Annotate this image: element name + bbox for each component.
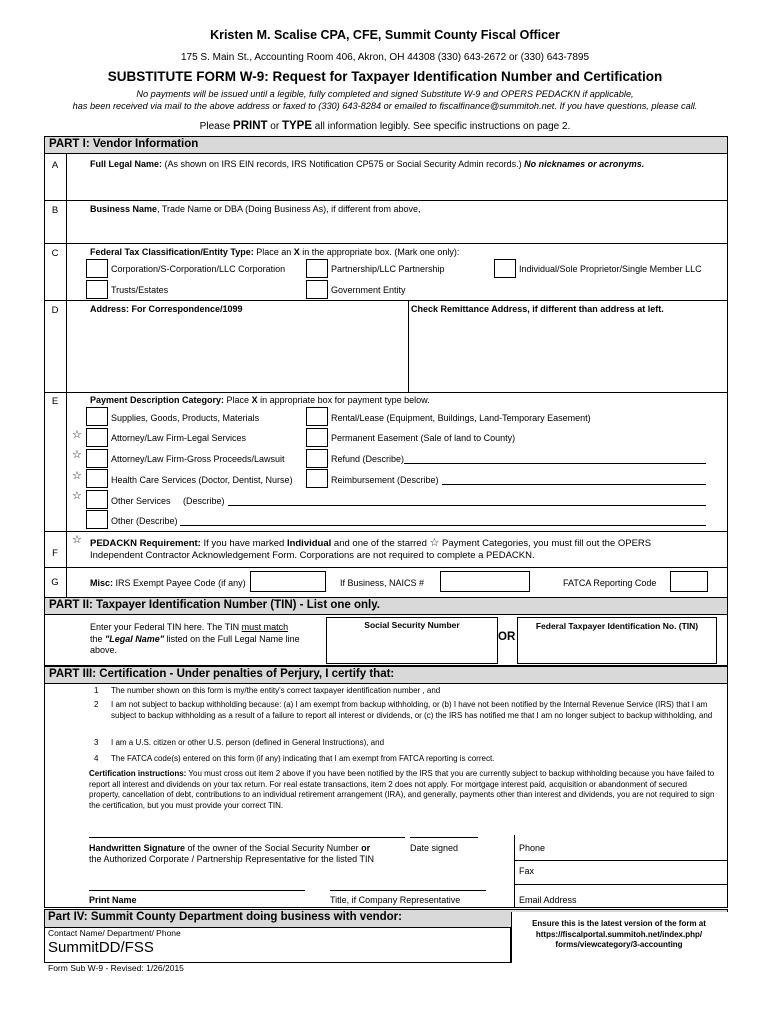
star-icon: ☆	[72, 429, 82, 441]
full-legal-name-field[interactable]	[90, 170, 720, 198]
contact-divider	[514, 835, 515, 908]
fatca-label: FATCA Reporting Code	[563, 578, 657, 588]
full-legal-name-label: Full Legal Name: (As shown on IRS EIN records, IRS Notification CP575 or Social Security Admin records.) No nicknames or acronyms.	[90, 159, 645, 169]
option-rental-label: Rental/Lease (Equipment, Buildings, Land-Temporary Easement)	[331, 413, 591, 423]
row-b-letter: B	[51, 205, 59, 216]
office-address: 175 S. Main St., Accounting Room 406, Akron, OH 44308 (330) 643-2672 or (330) 643-7895	[180, 52, 590, 63]
signature-field[interactable]	[89, 837, 405, 838]
row-divider	[44, 243, 728, 244]
title-label: Title, if Company Representative	[330, 895, 461, 905]
version-notice: Ensure this is the latest version of the form at https://fiscalportal.summitoh.net/index.php/ forms/viewcategory/3-accounting	[532, 919, 706, 949]
form-revision: Form Sub W-9 - Revised: 1/26/2015	[48, 963, 184, 973]
print-instruction: Please PRINT or TYPE all information legibly. See specific instructions on page 2.	[199, 120, 571, 132]
row-c-letter: C	[51, 248, 59, 259]
pedackn-requirement: PEDACKN Requirement: If you have marked Individual and one of the starred ☆ Payment Categories, you must fill out the OPERS Independent Contractor Acknowledgement Form. Corporations are not required to complete a PEDACKN.	[90, 537, 652, 561]
star-icon: ☆	[72, 449, 82, 461]
letter-column-divider	[66, 153, 67, 599]
row-e-letter: E	[51, 396, 59, 407]
reimbursement-describe-field[interactable]	[442, 484, 706, 485]
row-divider	[44, 392, 728, 393]
option-partnership-label: Partnership/LLC Partnership	[331, 264, 445, 274]
checkbox-health-care[interactable]	[86, 469, 108, 488]
fatca-code-field[interactable]	[670, 571, 708, 592]
part1-title: PART I: Vendor Information	[44, 136, 728, 154]
cert-item-text: The number shown on this form is my/the entity's correct taxpayer identification number , and	[111, 686, 441, 695]
remittance-address-field[interactable]	[411, 316, 725, 388]
cert-item-text: I am not subject to backup withholding because: (a) I am exempt from backup withholding, or (b) I have not been notified by the Internal Revenue Service (IRS) that I am subject to backup withholding as a result of a failure to report all interest or dividends, or (c) the IRS has notified me that I am no longer subject to backup withholding, and	[111, 700, 713, 720]
correspondence-address-field[interactable]	[90, 316, 406, 388]
address-divider	[408, 300, 409, 392]
contact-row-divider	[514, 860, 728, 861]
email-label: Email Address	[519, 895, 577, 905]
option-health-care-label: Health Care Services (Doctor, Dentist, Nurse)	[111, 475, 293, 485]
naics-field[interactable]	[440, 571, 530, 592]
row-a-letter: A	[51, 160, 59, 171]
star-icon: ☆	[72, 470, 82, 482]
part2-title: PART II: Taxpayer Identification Number (TIN) - List one only.	[44, 597, 728, 615]
remittance-address-label: Check Remittance Address, if different than address at left.	[411, 304, 664, 314]
cert-item-text: I am a U.S. citizen or other U.S. person (defined in General Instructions), and	[111, 738, 385, 747]
phone-field[interactable]	[560, 842, 720, 858]
cert-item-text: The FATCA code(s) entered on this form (if any) indicating that I am exempt from FATCA reporting is correct.	[111, 754, 495, 763]
row-divider	[44, 300, 728, 301]
checkbox-partnership[interactable]	[306, 259, 328, 278]
fein-label: Federal Taxpayer Identification No. (TIN)	[535, 621, 699, 631]
contact-label: Contact Name/ Department/ Phone	[48, 928, 181, 938]
certification-instructions: Certification instructions: You must cross out item 2 above if you have been notified by the IRS that you are currently subject to backup withholding because you have failed to report all interest and dividends on your tax return. For real estate transactions, item 2 does not apply. For mortgage interest paid, acquisition or abandonment of secured property, cancellation of debt, contributions to an individual retirement arrangement (IRA), and generally, payments other than interest and dividends, you are not required to sign the certification, but you must provide your correct TIN.	[89, 769, 715, 810]
option-refund-label: Refund (Describe)	[331, 454, 405, 464]
star-icon: ☆	[72, 490, 82, 502]
row-divider	[44, 531, 728, 532]
option-attorney-proceeds-label: Attorney/Law Firm-Gross Proceeds/Lawsuit	[111, 454, 285, 464]
row-d-letter: D	[51, 305, 59, 316]
checkbox-individual[interactable]	[494, 259, 516, 278]
payment-category-label: Payment Description Category: Place X in appropriate box for payment type below.	[90, 395, 430, 405]
checkbox-refund[interactable]	[306, 449, 328, 468]
checkbox-trusts[interactable]	[86, 280, 108, 299]
business-name-label: Business Name, Trade Name or DBA (Doing Business As), if different from above,	[90, 204, 421, 214]
checkbox-reimbursement[interactable]	[306, 469, 328, 488]
signature-label: Handwritten Signature of the owner of the Social Security Number or the Authorized Corporate / Partnership Representative for the listed TIN	[89, 843, 374, 864]
star-icon: ☆	[72, 534, 82, 546]
star-icon: ☆	[429, 537, 440, 549]
checkbox-easement[interactable]	[306, 428, 328, 447]
contact-value[interactable]: SummitDD/FSS	[48, 939, 154, 956]
ssn-label: Social Security Number	[364, 620, 460, 630]
date-signed-label: Date signed	[410, 843, 459, 853]
option-other-services-label: Other Services (Describe)	[111, 496, 225, 506]
title-field[interactable]	[330, 890, 486, 891]
checkbox-rental[interactable]	[306, 407, 328, 426]
part4-title: Part IV: Summit County Department doing business with vendor:	[48, 911, 402, 923]
checkbox-attorney-proceeds[interactable]	[86, 449, 108, 468]
print-name-field[interactable]	[89, 890, 305, 891]
other-services-describe-field[interactable]	[228, 505, 706, 506]
correspondence-address-label: Address: For Correspondence/1099	[90, 304, 243, 314]
option-other-label: Other (Describe)	[111, 516, 178, 526]
cert-item-number: 4	[94, 754, 99, 763]
tax-classification-label: Federal Tax Classification/Entity Type: Place an X in the appropriate box. (Mark one only):	[90, 247, 460, 257]
checkbox-supplies[interactable]	[86, 407, 108, 426]
exempt-payee-code-field[interactable]	[250, 571, 326, 592]
option-reimbursement-label: Reimbursement (Describe)	[331, 475, 439, 485]
fax-label: Fax	[519, 866, 535, 876]
checkbox-attorney-legal[interactable]	[86, 428, 108, 447]
naics-label: If Business, NAICS #	[340, 578, 425, 588]
date-signed-field[interactable]	[410, 837, 478, 838]
officer-title: Kristen M. Scalise CPA, CFE, Summit County Fiscal Officer	[210, 28, 560, 42]
option-attorney-legal-label: Attorney/Law Firm-Legal Services	[111, 433, 247, 443]
exempt-payee-label: Misc: IRS Exempt Payee Code (if any)	[90, 578, 246, 588]
part3-title: PART III: Certification - Under penalties of Perjury, I certify that:	[44, 666, 728, 684]
business-name-field[interactable]	[90, 216, 720, 242]
option-supplies-label: Supplies, Goods, Products, Materials	[111, 413, 260, 423]
print-name-label: Print Name	[89, 895, 137, 905]
checkbox-other-services[interactable]	[86, 490, 108, 509]
row-divider	[44, 567, 728, 568]
checkbox-other[interactable]	[86, 510, 108, 529]
submission-note-2: has been received via mail to the above address or faxed to (330) 643-8284 or emailed to fiscalfinance@summitoh.net. If you have questions, please call.	[72, 101, 698, 111]
phone-label: Phone	[519, 843, 546, 853]
other-describe-field[interactable]	[180, 525, 706, 526]
checkbox-corporation[interactable]	[86, 259, 108, 278]
cert-item-number: 2	[94, 700, 99, 709]
cert-item-number: 3	[94, 738, 99, 747]
fax-field[interactable]	[560, 865, 720, 881]
checkbox-government[interactable]	[306, 280, 328, 299]
submission-note-1: No payments will be issued until a legible, fully completed and signed Substitute W-9 and OPERS PEDACKN if applicable,	[136, 89, 634, 99]
row-g-letter: G	[51, 577, 59, 588]
row-f-letter: F	[52, 548, 58, 559]
form-title: SUBSTITUTE FORM W-9: Request for Taxpayer Identification Number and Certification	[107, 69, 663, 84]
option-individual-label: Individual/Sole Proprietor/Single Member LLC	[519, 264, 702, 274]
cert-item-number: 1	[94, 686, 99, 695]
tin-instructions: Enter your Federal TIN here. The TIN must match the "Legal Name" listed on the Full Legal Name line above.	[90, 622, 300, 655]
refund-describe-field[interactable]	[404, 463, 706, 464]
option-trusts-label: Trusts/Estates	[111, 285, 169, 295]
option-easement-label: Permanent Easement (Sale of land to County)	[331, 433, 516, 443]
contact-row-divider	[514, 884, 728, 885]
row-divider	[44, 200, 728, 201]
option-corporation-label: Corporation/S-Corporation/LLC Corporation	[111, 264, 286, 274]
option-government-label: Government Entity	[331, 285, 406, 295]
or-label: OR	[498, 631, 516, 643]
